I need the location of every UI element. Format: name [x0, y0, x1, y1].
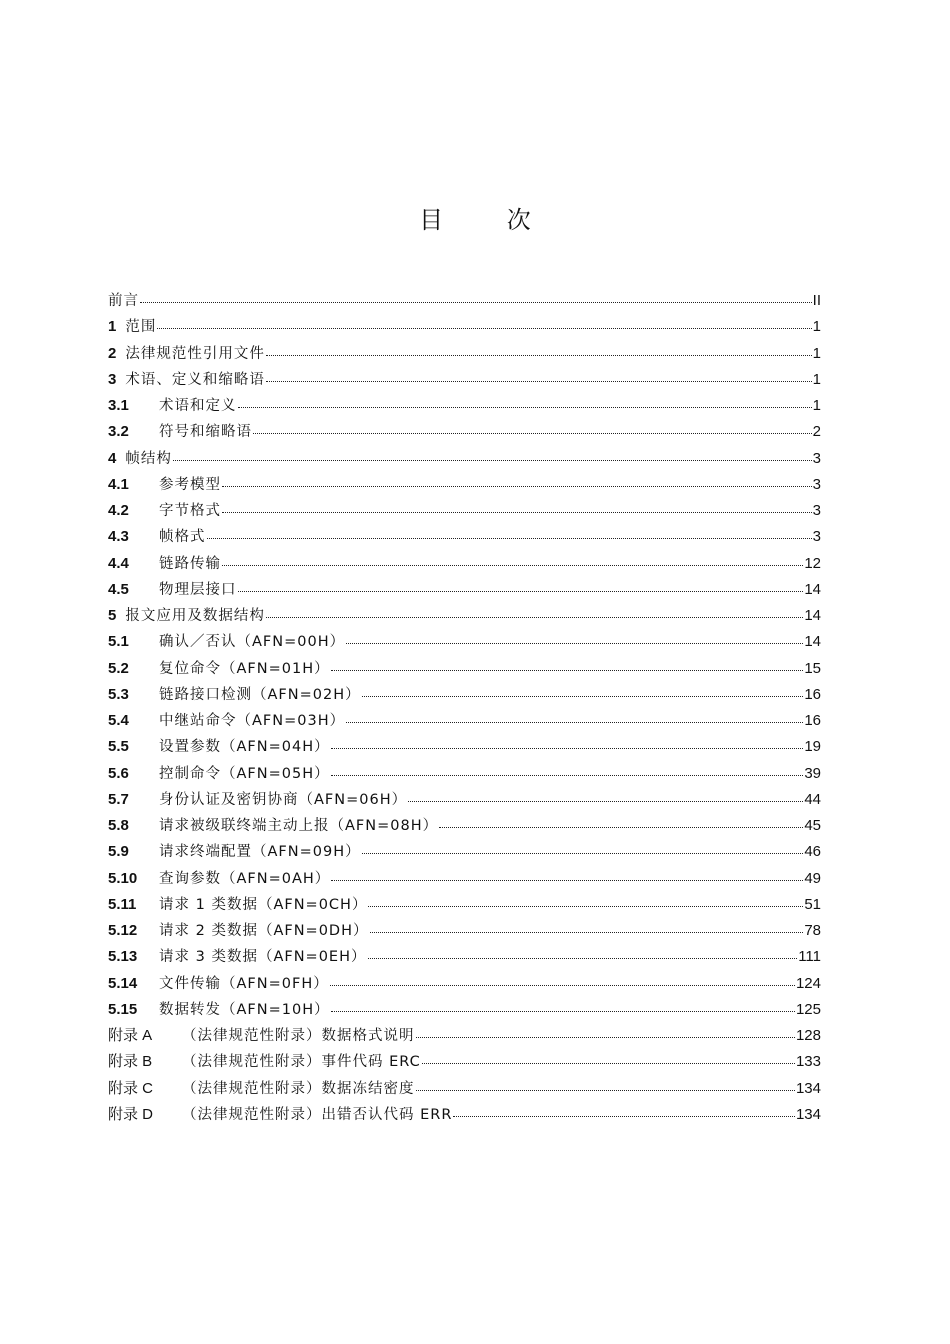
toc-entry[interactable]: [108, 603, 821, 629]
toc-dot-leader: [222, 477, 812, 489]
toc-entry-page-number: 49: [804, 869, 821, 887]
toc-dot-leader: [331, 661, 804, 673]
toc-dot-leader: [453, 1107, 795, 1119]
toc-entry-number: 3: [108, 370, 117, 388]
toc-entry-title: 前言: [108, 293, 139, 309]
toc-entry-title: 链路接口检测（AFN=02H）: [159, 686, 361, 703]
toc-entry-number: 5.2: [108, 659, 129, 677]
toc-entry-title: 字节格式: [159, 503, 221, 519]
toc-entry-page-number: 39: [804, 764, 821, 782]
toc-entry-page-number: 51: [804, 895, 821, 913]
toc-entry-number: 4: [108, 449, 117, 467]
toc-entry[interactable]: [108, 1049, 821, 1075]
toc-entry-title: 请求终端配置（AFN=09H）: [159, 844, 361, 861]
toc-dot-leader: [140, 293, 812, 305]
toc-entry[interactable]: [108, 918, 821, 944]
toc-entry[interactable]: [108, 787, 821, 813]
toc-entry-title: 术语和定义: [159, 398, 237, 414]
toc-entry-page-number: 1: [812, 318, 821, 336]
toc-dot-leader: [238, 582, 804, 594]
toc-entry-number: 附录 B: [108, 1053, 153, 1071]
toc-entry-page-number: 14: [804, 580, 821, 598]
toc-entry-title: 设置参数（AFN=04H）: [159, 739, 330, 756]
toc-dot-leader: [266, 608, 803, 620]
toc-entry[interactable]: [108, 944, 821, 970]
toc-entry[interactable]: [108, 1102, 821, 1128]
toc-entry-title: 物理层接口: [159, 581, 237, 598]
toc-entry-page-number: 16: [804, 712, 821, 729]
toc-entry-title: 身份认证及密钥协商（AFN=06H）: [159, 791, 408, 808]
toc-entry-page-number: 134: [795, 1105, 821, 1123]
toc-dot-leader: [416, 1081, 795, 1093]
toc-entry[interactable]: [108, 629, 821, 655]
toc-entry[interactable]: [108, 524, 821, 550]
toc-entry-title: 帧格式: [159, 529, 206, 546]
toc-entry-title: （法律规范性附录）出错否认代码 ERR: [182, 1106, 453, 1123]
toc-dot-leader: [222, 503, 812, 515]
toc-entry[interactable]: [108, 1076, 821, 1102]
toc-entry-number: 5.3: [108, 685, 129, 703]
toc-entry-page-number: 3: [812, 475, 821, 493]
toc-entry-title: 帧结构: [125, 450, 172, 467]
toc-entry-page-number: 128: [795, 1027, 821, 1044]
toc-dot-leader: [173, 451, 812, 463]
toc-entry-title: 确认／否认（AFN=00H）: [159, 634, 346, 651]
toc-dot-leader: [331, 766, 804, 778]
toc-entry-number: 4.1: [108, 475, 129, 493]
toc-dot-leader: [253, 424, 812, 436]
toc-entry[interactable]: [108, 708, 821, 734]
toc-entry-page-number: 133: [795, 1053, 821, 1071]
toc-entry[interactable]: [108, 419, 821, 445]
toc-entry-title: 文件传输（AFN=0FH）: [159, 975, 329, 992]
toc-entry[interactable]: [108, 472, 821, 498]
toc-entry-title: 请求 3 类数据（AFN=0EH）: [159, 949, 367, 966]
toc-entry-title: 控制命令（AFN=05H）: [159, 765, 330, 782]
toc-entry-page-number: 3: [812, 449, 821, 467]
toc-entry-title: 查询参数（AFN=0AH）: [159, 870, 331, 887]
toc-dot-leader: [439, 818, 803, 830]
table-of-contents: [108, 288, 821, 1128]
toc-entry[interactable]: [108, 971, 821, 997]
toc-entry-title: （法律规范性附录）数据格式说明: [182, 1028, 415, 1044]
toc-entry[interactable]: [108, 892, 821, 918]
toc-dot-leader: [222, 556, 803, 568]
toc-entry-number: 5.10: [108, 869, 138, 887]
toc-entry-page-number: 14: [804, 607, 821, 624]
toc-dot-leader: [331, 871, 803, 883]
toc-entry-page-number: 2: [812, 423, 821, 441]
toc-dot-leader: [362, 687, 804, 699]
toc-dot-leader: [238, 398, 812, 410]
toc-entry-number: 5: [108, 607, 117, 624]
toc-entry-number: 5.6: [108, 764, 129, 782]
toc-entry[interactable]: [108, 367, 821, 393]
toc-entry[interactable]: [108, 446, 821, 472]
toc-entry-title: （法律规范性附录）事件代码 ERC: [182, 1054, 421, 1071]
toc-entry-page-number: 134: [795, 1079, 821, 1097]
toc-dot-leader: [422, 1054, 795, 1066]
toc-dot-leader: [362, 844, 804, 856]
toc-entry-title: 复位命令（AFN=01H）: [159, 660, 330, 677]
toc-entry-number: 5.13: [108, 948, 138, 966]
toc-entry-number: 3.1: [108, 397, 129, 414]
toc-entry-page-number: 46: [804, 843, 821, 861]
toc-entry[interactable]: [108, 682, 821, 708]
toc-entry-number: 5.11: [108, 895, 137, 913]
toc-dot-leader: [157, 319, 811, 331]
toc-entry[interactable]: [108, 656, 821, 682]
toc-entry[interactable]: [108, 839, 821, 865]
toc-entry-number: 4.3: [108, 528, 129, 546]
toc-entry[interactable]: [108, 577, 821, 603]
toc-entry[interactable]: [108, 314, 821, 340]
toc-entry[interactable]: [108, 288, 821, 314]
toc-entry[interactable]: [108, 813, 821, 839]
toc-entry-page-number: 111: [798, 948, 821, 966]
toc-entry-page-number: 44: [804, 790, 821, 808]
toc-entry-page-number: 12: [804, 554, 821, 572]
toc-entry-number: 5.14: [108, 974, 138, 992]
toc-entry-page-number: 1: [812, 344, 821, 362]
toc-entry-title: 数据转发（AFN=10H）: [159, 1001, 330, 1018]
toc-entry-title: 报文应用及数据结构: [125, 608, 265, 624]
toc-entry-page-number: 15: [804, 659, 821, 677]
toc-entry-number: 5.7: [108, 790, 129, 808]
toc-dot-leader: [266, 346, 812, 358]
toc-dot-leader: [416, 1028, 795, 1040]
toc-entry-number: 附录 C: [108, 1079, 154, 1097]
toc-dot-leader: [207, 529, 812, 541]
toc-entry-title: 中继站命令（AFN=03H）: [159, 713, 346, 729]
toc-entry-page-number: 1: [812, 397, 821, 414]
toc-entry[interactable]: [108, 551, 821, 577]
toc-entry-page-number: 3: [812, 502, 821, 519]
toc-entry-number: 附录 A: [108, 1027, 153, 1044]
toc-entry-number: 4.4: [108, 554, 129, 572]
toc-entry-title: 术语、定义和缩略语: [125, 371, 265, 388]
toc-entry-number: 5.8: [108, 817, 129, 834]
toc-entry-title: 符号和缩略语: [159, 424, 252, 441]
toc-entry-title: 链路传输: [159, 555, 221, 572]
toc-entry-page-number: 78: [804, 922, 821, 939]
toc-entry[interactable]: [108, 734, 821, 760]
toc-entry-page-number: 14: [804, 633, 821, 651]
page-title: 目 次: [419, 206, 559, 234]
toc-entry-page-number: 19: [804, 738, 821, 756]
toc-entry-title: （法律规范性附录）数据冻结密度: [182, 1080, 415, 1097]
toc-dot-leader: [266, 372, 812, 384]
toc-dot-leader: [368, 949, 798, 961]
toc-entry-page-number: 124: [795, 974, 821, 992]
toc-entry[interactable]: [108, 498, 821, 524]
toc-entry-title: 请求 2 类数据（AFN=0DH）: [159, 923, 369, 939]
toc-entry[interactable]: [108, 997, 821, 1023]
toc-entry-number: 5.1: [108, 633, 129, 651]
toc-entry-number: 4.2: [108, 502, 129, 519]
toc-entry-number: 2: [108, 344, 117, 362]
toc-dot-leader: [370, 923, 804, 935]
toc-entry-number: 5.15: [108, 1000, 138, 1018]
toc-entry[interactable]: [108, 393, 821, 419]
toc-dot-leader: [408, 792, 803, 804]
toc-entry-page-number: II: [812, 292, 821, 309]
toc-entry-title: 范围: [125, 319, 157, 336]
toc-entry-page-number: 3: [812, 528, 821, 546]
toc-entry-number: 5.9: [108, 843, 129, 861]
toc-dot-leader: [331, 1002, 795, 1014]
toc-entry-number: 5.12: [108, 922, 138, 939]
toc-entry-page-number: 125: [795, 1000, 821, 1018]
toc-entry-page-number: 1: [812, 370, 821, 388]
toc-entry[interactable]: [108, 1023, 821, 1049]
toc-entry-number: 3.2: [108, 423, 129, 441]
toc-dot-leader: [368, 897, 803, 909]
toc-entry-number: 附录 D: [108, 1105, 154, 1123]
toc-entry[interactable]: [108, 866, 821, 892]
toc-dot-leader: [331, 739, 804, 751]
toc-entry-page-number: 45: [804, 817, 821, 834]
toc-dot-leader: [346, 634, 803, 646]
toc-entry-title: 法律规范性引用文件: [125, 345, 265, 362]
toc-entry-number: 5.5: [108, 738, 129, 756]
toc-entry-page-number: 16: [804, 685, 821, 703]
toc-entry[interactable]: [108, 341, 821, 367]
toc-entry-number: 1: [108, 318, 117, 336]
toc-dot-leader: [330, 976, 795, 988]
toc-entry-title: 请求 1 类数据（AFN=0CH）: [159, 896, 368, 913]
toc-entry-title: 参考模型: [159, 476, 221, 493]
toc-entry-number: 5.4: [108, 712, 129, 729]
toc-entry-number: 4.5: [108, 580, 129, 598]
toc-entry-title: 请求被级联终端主动上报（AFN=08H）: [159, 818, 439, 834]
toc-entry[interactable]: [108, 761, 821, 787]
toc-dot-leader: [346, 713, 803, 725]
